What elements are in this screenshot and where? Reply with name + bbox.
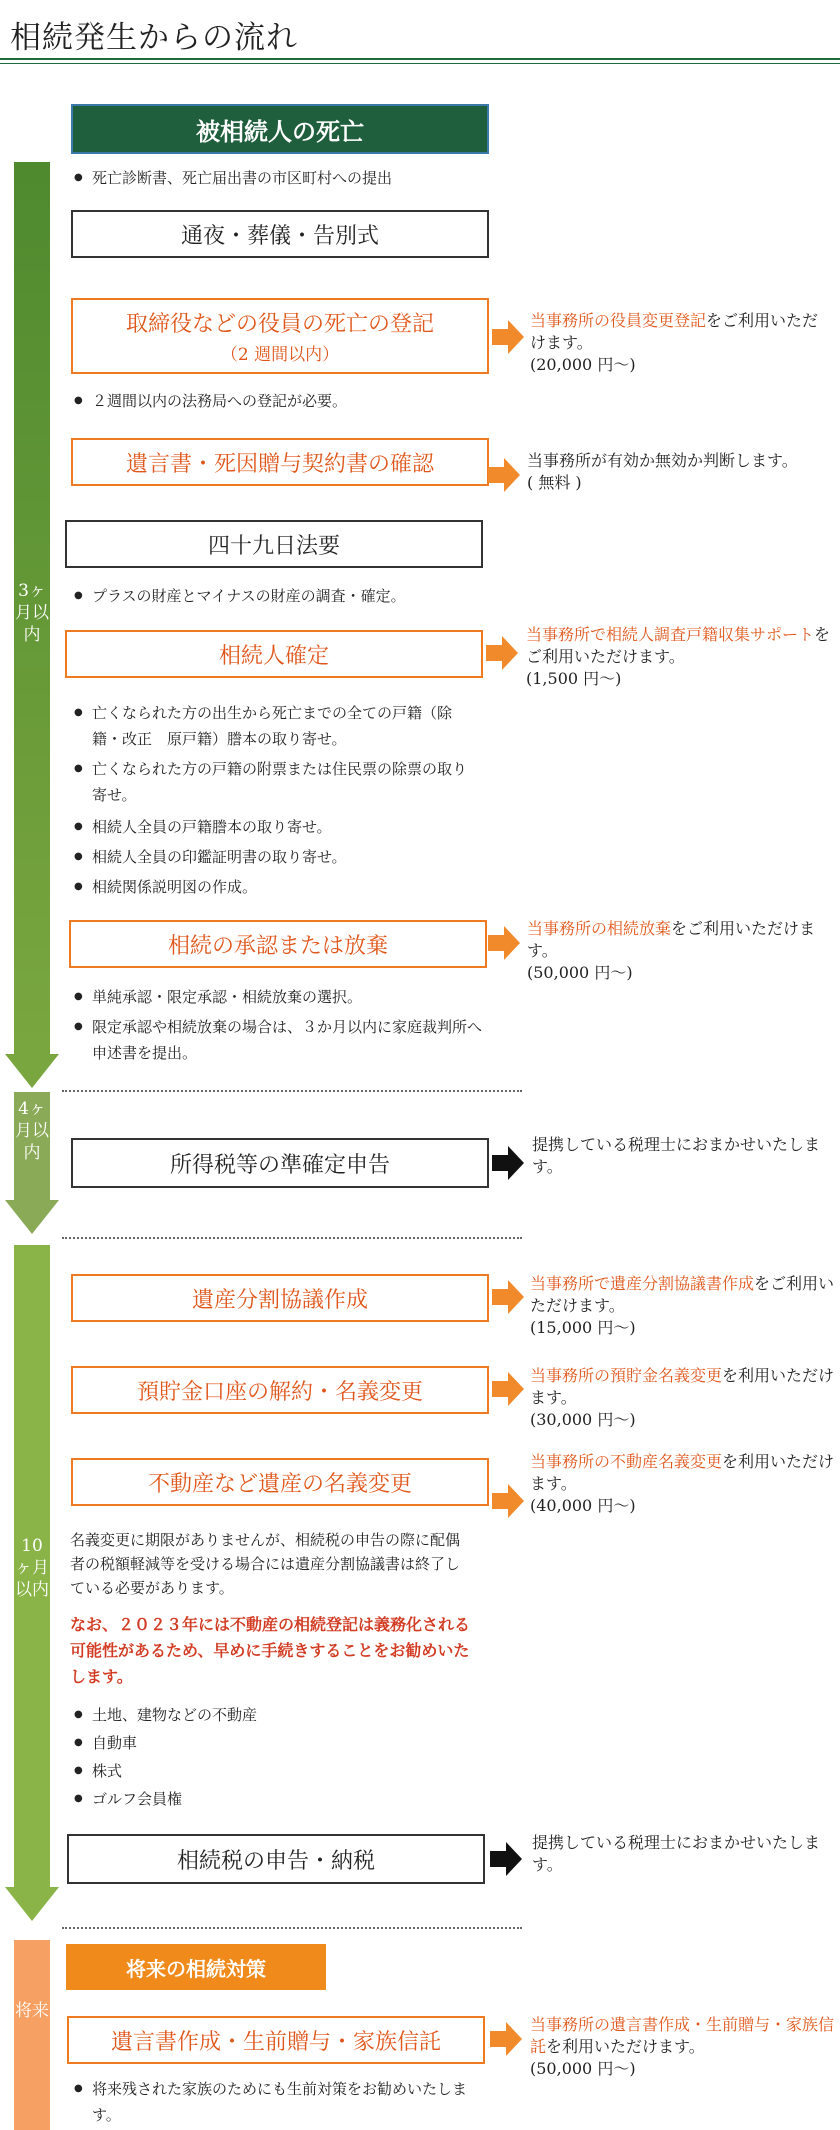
period-divider [62,1927,522,1929]
note-division [530,1273,835,1339]
bullet-officer: ● ２週間以内の法務局への登記が必要。 [92,390,512,412]
bullet-heir-2: ● 亡くなられた方の戸籍の附票または住民票の除票の取り寄せ。 [92,756,472,808]
note-renounce-price: (50,000 円～) [527,963,633,982]
bullet-heir-4: ● 相続人全員の印鑑証明書の取り寄せ。 [92,846,512,868]
period-label-10months: 10ヶ月以内 [15,1536,49,1600]
step-officer-sublabel: （2 週間以内） [220,345,340,365]
bullet-renounce-1: ● 単純承認・限定承認・相続放棄の選択。 [92,986,512,1008]
step-death [71,104,489,154]
step-future-label: 遺言書作成・生前贈与・家族信託 [110,2029,441,2055]
note-officer-highlight: 当事務所の役員変更登記 [530,311,707,330]
step-acceptance-or-renounce [69,920,487,968]
step-deposit-account [71,1366,489,1414]
arrow-right-icon [492,1146,524,1180]
period-bar-future [14,1940,50,2130]
step-division-label: 遺産分割協議作成 [191,1287,368,1313]
step-funeral [71,210,489,258]
arrow-right-icon [486,636,518,670]
note-deposit [530,1365,835,1431]
period-divider [62,1090,522,1092]
period-label-4months: 4ヶ月以内 [15,1099,49,1163]
step-income-tax [71,1138,489,1188]
note-future-highlight: 当事務所の遺言書作成・生前贈与・家族信託 [530,2015,835,2056]
title-divider-thin [0,63,840,64]
arrow-right-icon [488,926,520,960]
note-inheritance-tax: 提携している税理士におまかせいたします。 [532,1833,821,1874]
arrow-right-icon [492,1372,524,1406]
bullet-renounce-2: ● 限定承認や相続放棄の場合は、３か月以内に家庭裁判所へ申述書を提出。 [92,1014,482,1066]
period-label-3months: 3ヶ月以内 [15,581,49,645]
arrow-right-icon [490,1842,522,1876]
arrow-right-icon [492,320,524,354]
note-renounce-highlight: 当事務所の相続放棄 [527,919,672,938]
note-heir-text: をご利用いただけます。 [526,625,831,666]
step-funeral-label: 通夜・葬儀・告別式 [180,223,379,249]
note-deposit-text: を利用いただけます。 [530,1366,835,1407]
title-divider [0,58,840,60]
note-future-text: を利用いただけます。 [546,2037,705,2056]
realestate-explanation: 名義変更に期限がありませんが、相続税の申告の際に配偶者の税額軽減等を受ける場合には遺産分割協議書は終了している必要があります。 [70,1531,461,1597]
step-will-check [71,438,489,486]
note-division-highlight: 当事務所で遺産分割協議書作成 [530,1274,755,1293]
section-future-planning [66,1944,326,1990]
note-renounce [527,918,837,984]
step-officer-label: 取締役などの役員の死亡の登記 [125,312,434,337]
note-realestate-price: (40,000 円～) [530,1496,636,1515]
page-title: 相続発生からの流れ [10,20,298,56]
bullet-realestate-1: ● 土地、建物などの不動産 [92,1704,492,1726]
step-heir-label: 相続人確定 [218,643,329,669]
step-heir-determination [65,630,483,678]
bullet-realestate-2: ● 自動車 [92,1732,492,1754]
bullet-heir-5: ● 相続関係説明図の作成。 [92,876,512,898]
arrow-right-icon [490,2022,522,2056]
note-realestate-highlight: 当事務所の不動産名義変更 [530,1452,723,1471]
note-officer-text: をご利用いただけます。 [530,311,819,352]
note-heir-highlight: 当事務所で相続人調査戸籍収集サポート [526,625,815,644]
step-will-check-label: 遺言書・死因贈与契約書の確認 [125,451,434,477]
step-real-estate [71,1458,489,1506]
arrow-right-icon [492,1280,524,1314]
step-division-agreement [71,1274,489,1322]
note-deposit-price: (30,000 円～) [530,1410,636,1429]
bullet-death: ● 死亡診断書、死亡届出書の市区町村への提出 [92,167,512,189]
note-future [530,2014,835,2080]
step-memorial-label: 四十九日法要 [207,533,340,559]
note-heir [526,624,836,690]
arrow-right-icon [488,458,520,492]
note-officer [530,310,830,376]
step-memorial [65,520,483,568]
note-will-check [527,450,837,494]
bullet-realestate-3: ● 株式 [92,1760,492,1782]
note-realestate [530,1451,835,1517]
step-inheritance-tax-label: 相続税の申告・納税 [176,1848,375,1874]
step-realestate-label: 不動産など遺産の名義変更 [147,1471,412,1497]
bullet-heir-3: ● 相続人全員の戸籍謄本の取り寄せ。 [92,816,512,838]
realestate-warning: なお、２０２３年には不動産の相続登記は義務化される可能性があるため、早めに手続きすることをお勧めいたします。 [70,1615,471,1686]
note-renounce-text: をご利用いただけます。 [527,919,816,960]
step-officer-registration [71,298,489,374]
note-division-text: をご利用いただけます。 [530,1274,835,1315]
note-will-check-text: 当事務所が有効か無効か判断します。 [527,451,798,470]
step-income-tax-label: 所得税等の準確定申告 [169,1152,390,1178]
note-deposit-highlight: 当事務所の預貯金名義変更 [530,1366,723,1385]
note-heir-price: (1,500 円～) [526,669,622,688]
period-label-future: 将来 [15,2001,49,2021]
step-renounce-label: 相続の承認または放棄 [167,933,388,959]
step-deposit-label: 預貯金口座の解約・名義変更 [136,1379,423,1405]
section-future-label: 将来の相続対策 [126,1956,266,1981]
bullet-future: ● 将来残された家族のためにも生前対策をお勧めいたします。 [92,2076,492,2128]
note-future-price: (50,000 円～) [530,2059,636,2078]
note-will-check-price: ( 無料 ) [527,473,582,492]
note-officer-price: (20,000 円～) [530,355,636,374]
note-income-tax: 提携している税理士におまかせいたします。 [532,1135,821,1176]
bullet-heir-1: ● 亡くなられた方の出生から死亡までの全ての戸籍（除籍・改正 原戸籍）謄本の取り寄せ。 [92,700,472,752]
period-divider [62,1237,522,1239]
step-inheritance-tax [67,1834,485,1884]
step-death-label: 被相続人の死亡 [196,116,364,146]
note-division-price: (15,000 円～) [530,1318,636,1337]
bullet-realestate-4: ● ゴルフ会員権 [92,1788,492,1810]
note-realestate-text: を利用いただけます。 [530,1452,835,1493]
bullet-memorial: ● プラスの財産とマイナスの財産の調査・確定。 [92,585,512,607]
arrow-right-icon [492,1484,524,1518]
step-future-planning [67,2016,485,2064]
